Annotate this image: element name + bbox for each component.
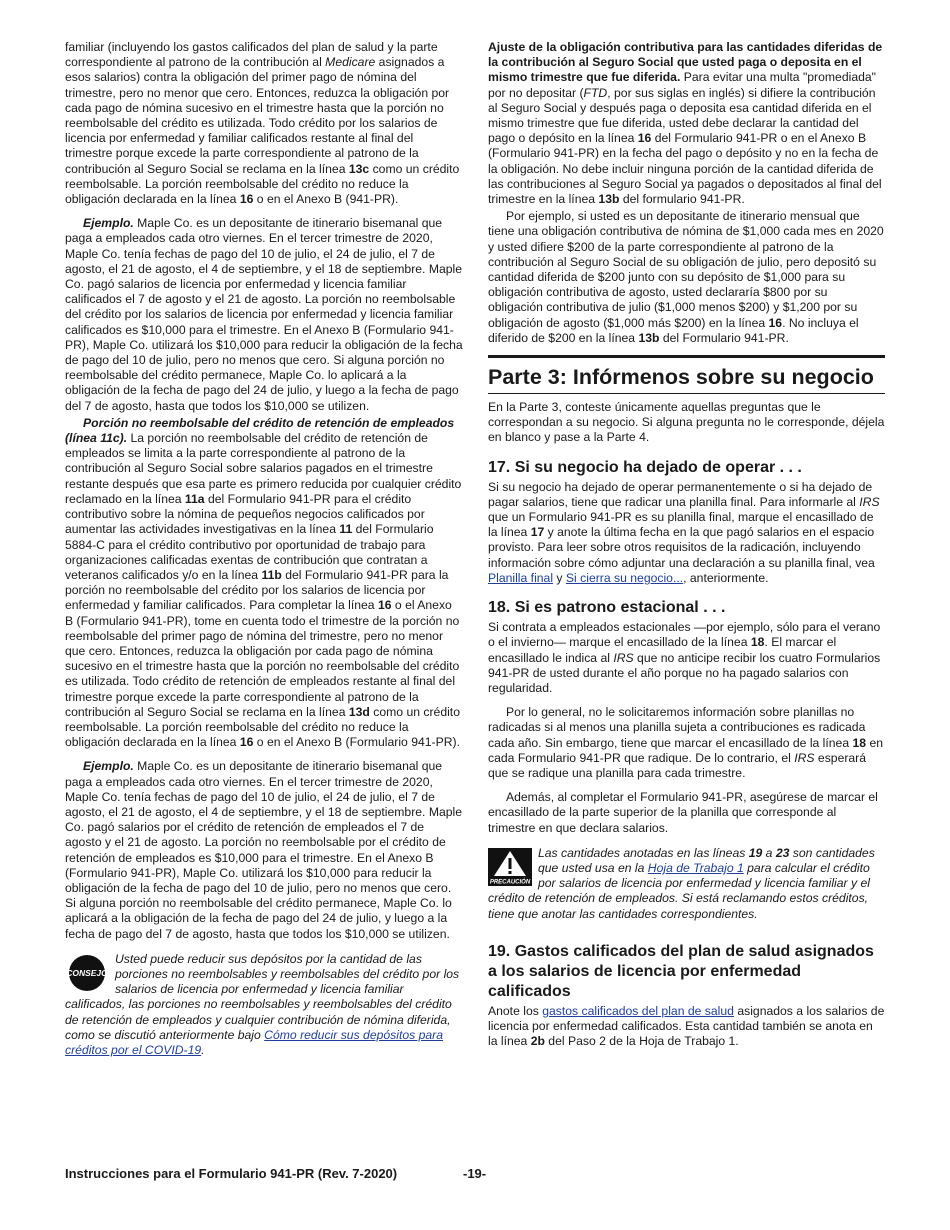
- caution-icon: [488, 848, 532, 886]
- footer-form-title: Instrucciones para el Formulario 941-PR (Rev. 7-2020): [65, 1166, 398, 1181]
- section-17-text: Si su negocio ha dejado de operar permanentemente o si ha dejado de pagar salarios, tiene que radicar una planilla final. Para informarle al IRS que un Formulario 941-PR es su planilla final, marque el encasillado de la línea 17 y anote la última fecha en la que pagó salarios en el espacio provisto. Para leer sobre otros requisitos de la radicación, incluyendo información sobre cómo adjuntar una declaración a su planilla final, vea Planilla final y Si cierra su negocio..., anteriormente.: [488, 479, 880, 585]
- worksheet-1-link[interactable]: Hoja de Trabajo 1: [647, 860, 744, 875]
- example-paragraph-retention-credit: Ejemplo. Maple Co. es un depositante de itinerario bisemanal que paga a empleados cada otro viernes. En el tercer trimestre de 2020, Maple Co. tenía fechas de pago del 10 de julio, el 24 de julio, el 7 de agosto, el 21 de agosto, el 4 de septiembre, y el 18 de septiembre. Maple Co. pagó salarios por el crédito de retención de empleados el 7 de agosto y el 21 de agosto. La porción no reembolsable por el crédito de retención de empleados es $10,000 para el trimestre. En el Anexo B (Formulario 941-PR), Maple Co. utilizará los $10,000 para reducir la obligación de la fecha de pago del 10 de julio, pero no menos que cero. Si alguna porción no reembolsable del crédito permanece, Maple Co. lo aplicará a la obligación de la fecha de pago del 24 de julio, y luego a la fecha de pago del 7 de agosto, hasta que todos los $10,000 se utilizen.: [65, 759, 463, 941]
- final-return-link[interactable]: Planilla final: [488, 570, 554, 585]
- left-column: [65, 40, 463, 1058]
- right-column: [488, 40, 885, 1049]
- section-17-heading: 17. Si su negocio ha dejado de operar . . .: [488, 458, 802, 476]
- paragraph-deferred-adjustment: Ajuste de la obligación contributiva para las cantidades diferidas de la contribución al Seguro Social que usted paga o deposita en el mismo trimestre que fue diferida. Para evitar una multa "promediada" por no depositar (FTD, por sus siglas en inglés) si difiere la contribución al Seguro Social y después paga o deposita esa cantidad diferida en el mismo trimestre que fue diferida, usted debe declarar la cantidad del pago o depósito en la línea 16 del Formulario 941-PR o en el Anexo B (Formulario 941-PR) en la fecha del pago o depósito y no en la fecha de la obligación. No debe incluir ninguna porción de la cantidad diferida de las contribuciones al Seguro Social ya pagados o depositados al final del trimestre en la línea 13b del formulario 941-PR.: [488, 40, 883, 207]
- section-19-text: Anote los gastos calificados del plan de salud asignados a los salarios de licencia por enfermedad calificados. Esta cantidad también se anota en la línea 2b del Paso 2 de la Hoja de Trabajo 1.: [488, 1003, 885, 1049]
- part3-intro: En la Parte 3, conteste únicamente aquellas preguntas que le correspondan a su negocio. Si alguna pregunta no le corresponde, déjela en blanco y pase a la Parte 4.: [488, 400, 885, 445]
- tip-note: CONSEJO Usted puede reducir sus depósitos por la cantidad de las porciones no reembolsables y reembolsables del crédito por los salarios de licencia por enfermedad y licencia familiar calificados, las porciones no reembolsables y reembolsables del crédito de retención de empleados y cualquier contribución de nómina diferida, como se discutió anteriormente bajo Cómo reducir sus depósitos para créditos por el COVID-19.: [65, 951, 460, 1057]
- close-business-link[interactable]: Si cierra su negocio...: [565, 570, 684, 585]
- section-18-text: Si contrata a empleados estacionales —por ejemplo, sólo para el verano o el invierno— marque el encasillado de la línea 18. El marcar el encasillado le indica al IRS que no anticipe recibir los cuatro Formularios 941-PR de usted durante el año porque no ha pagado salarios con regularidad.: [488, 620, 881, 695]
- section-19-heading: 19. Gastos calificados del plan de salud asignados a los salarios de licencia por enfermedad calificados: [488, 942, 874, 1000]
- tip-icon: [65, 954, 109, 992]
- paragraph-employee-retention-credit: Porción no reembolsable del crédito de retención de empleados (línea 11c). La porción no reembolsable del crédito de retención de empleados se limita a la parte correspondiente al patrono de la contribución al Seguro Social sobre salarios pagados en el trimestre restante después que esa parte es primero reducida por cualquier crédito reclamado en la línea 11a del Formulario 941-PR para el crédito contributivo sobre la nómina de pequeños negocios calificados por aumentar las actividades investigativas en la línea 11 del Formulario 5884-C para el crédito contributivo por oportunidad de trabajo para organizaciones calificadas exentas de contribución que contratan a veteranos calificados y/o en la línea 11b del Formulario 941-PR para la porción no reembolsable del crédito por los salarios de licencia por enfermedad y familiar calificados. Para completar la línea 16 o el Anexo B (Formulario 941-PR), tome en cuenta todo el trimestre de la porción no reembolsable del primer pago de nómina del trimestre, pero no menor que cero. Entonces, reduzca la obligación por cada pago de nómina sucesivo en el trimestre hasta que la porción no reembolsable del crédito es utilizada. Todo crédito de retención de empleados restante al final del trimestre porque excede la parte correspondiente al patrono de la contribución al Seguro Social se reclama en la línea 13d como un crédito reembolsable. La porción reembolsable del crédito no reduce la obligación declarada en la línea 16 o en el Anexo B (Formulario 941-PR).: [65, 415, 462, 750]
- example-paragraph-sick-leave: Ejemplo. Maple Co. es un depositante de itinerario bisemanal que paga a empleados cada otro viernes. En el tercer trimestre de 2020, Maple Co. tenía fechas de pago del 10 de julio, el 24 de julio, el 7 de agosto, el 21 de agosto, el 4 de septiembre, y el 18 de septiembre. Maple Co. pagó salarios de licencia por enfermedad y licencia familiar calificados el 7 de agosto y el 21 de agosto. La porción no reembolsable del crédito por los salarios de licencia por enfermedad y licencia familiar calificados es $10,000 para el trimestre. En el Anexo B (Formulario 941-PR), Maple Co. utilizará los $10,000 para reducir la obligación de la fecha de pago del 10 de julio, pero no menos que cero. Si alguna porción no reembolsable del crédito permanece, Maple Co. lo aplicará a la obligación de la fecha de pago del 24 de julio, y luego a la fecha de pago del 7 de agosto, hasta que todos los $10,000 se utilizen.: [65, 216, 463, 413]
- caution-icon-label: PRECAUCIÓN: [489, 879, 531, 886]
- paragraph-refundable-sick-leave: familiar (incluyendo los gastos calificados del plan de salud y la parte correspondiente al patrono de la contribución al Medicare asignados a esos salarios) contra la obligación del primer pago de nómina del trimestre, pero no menor que cero. Entonces, reduzca la obligación por cada pago de nómina sucesivo en el trimestre hasta que la porción no reembolsable del crédito es utilizada. Todo crédito por los salarios de licencia por enfermedad y familiar calificados restante al final del trimestre porque excede la parte correspondiente al patrono de la contribución al Seguro Social se reclama en la línea 13c como un crédito reembolsable. La porción reembolsable del crédito no reduce la obligación declarada en la línea 16 o en el Anexo B (941-PR).: [65, 40, 460, 207]
- section-18-text-2: Por lo general, no le solicitaremos información sobre planillas no radicadas si al menos una planilla sujeta a contribuciones es radicada cada año. Sin embargo, tiene que marcar el encasillado de la línea 18 en cada Formulario 941-PR que radique. De lo contrario, el IRS esperará que se radique una planilla para cada trimestre.: [488, 705, 884, 780]
- paragraph-deferred-example: Por ejemplo, si usted es un depositante de itinerario mensual que tiene una obligación contributiva de nómina de $1,000 cada mes en 2020 y usted difiere $200 de la parte correspondiente al patrono de la contribución al Seguro Social de su obligación de julio, pero depositó su cantidad diferida de $200 junto con su depósito de $1,000 para su obligación contributiva de agosto, usted declararía $800 por su obligación contributiva de julio ($1,000 menos $200) y $1,200 por su obligación de agosto ($1,000 más $200) en la línea 16. No incluya el diferido de $200 en la línea 13b del Formulario 941-PR.: [488, 209, 884, 345]
- health-plan-expenses-link[interactable]: gastos calificados del plan de salud: [542, 1003, 734, 1018]
- section-18-text-3: Además, al completar el Formulario 941-PR, asegúrese de marcar el encasillado de la parte superior de la planilla que corresponde al trimestre en que declara salarios.: [488, 790, 878, 835]
- tip-icon-label: CONSEJO: [66, 967, 108, 978]
- page-number: -19-: [463, 1166, 487, 1181]
- caution-note: PRECAUCIÓN Las cantidades anotadas en las líneas 19 a 23 son cantidades que usted usa en la Hoja de Trabajo 1 para calcular el crédito por salarios de licencia por enfermedad y licencia familiar y el crédito de retención de empleados. Si está reclamando estos créditos, tiene que anotar las cantidades correspondientes.: [488, 845, 875, 921]
- part3-heading: Parte 3: Infórmenos sobre su negocio: [488, 355, 885, 394]
- section-18-heading: 18. Si es patrono estacional . . .: [488, 599, 726, 617]
- covid-deposits-link[interactable]: Cómo reducir sus depósitos para créditos por el COVID-19: [65, 1027, 444, 1057]
